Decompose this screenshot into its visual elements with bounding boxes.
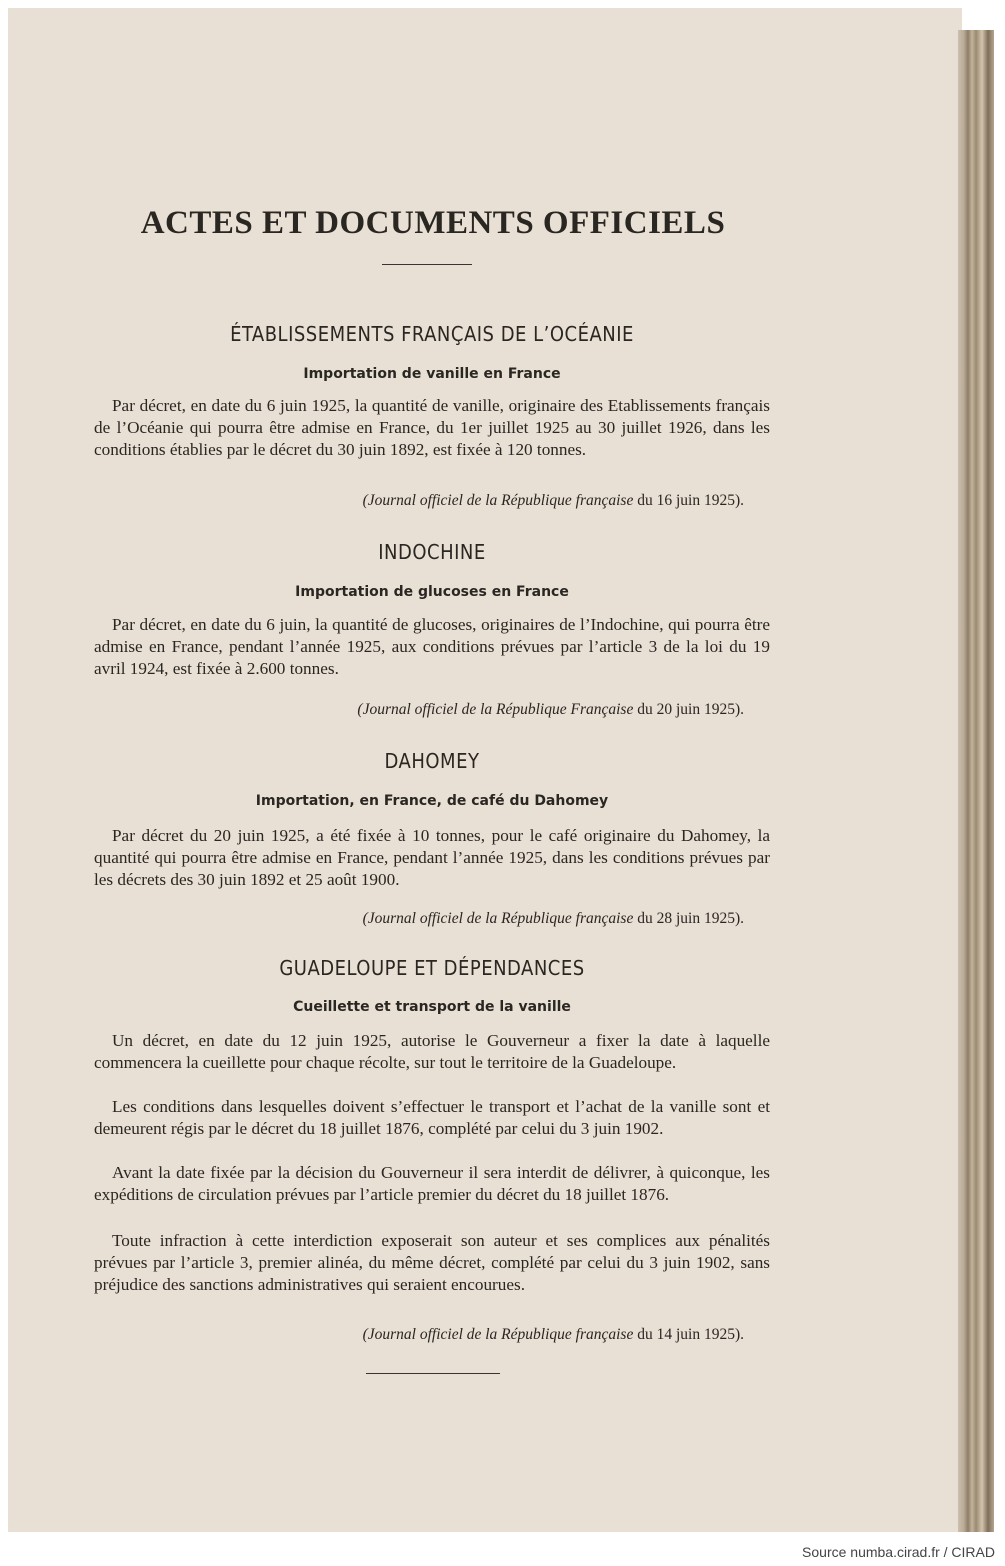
page-content — [8, 8, 962, 1532]
section-subtitle-oceanie: Importation de vanille en France — [303, 366, 561, 382]
citation-date: du 20 juin 1925). — [633, 701, 744, 718]
scanned-page — [8, 8, 962, 1532]
section-title-guadeloupe: GUADELOUPE ET DÉPENDANCES — [279, 956, 585, 980]
section-subtitle-guadeloupe: Cueillette et transport de la vanille — [293, 999, 571, 1015]
section-subtitle-indochine: Importation de glucoses en France — [295, 584, 569, 600]
citation-date: du 14 juin 1925). — [633, 1326, 744, 1343]
citation-date: du 28 juin 1925). — [633, 910, 744, 927]
paragraph-guadeloupe-2: Les conditions dans lesquelles doivent s’effectuer le transport et l’achat de la vanille sont et demeurent régis par le décret du 18 juillet 1876, complété par celui du 3 juin 1902. — [94, 1097, 770, 1138]
section-title-indochine: INDOCHINE — [378, 540, 486, 564]
paragraph-oceanie: Par décret, en date du 6 juin 1925, la quantité de vanille, originaire des Etablissements français de l’Océanie qui pourra être admise en France, du 1er juillet 1925 au 30 juillet 1926, dans les conditions établies par le décret du 30 juin 1892, est fixée à 120 tonnes. — [94, 396, 770, 459]
source-citation-dahomey — [94, 910, 744, 928]
source-credit: Source numba.cirad.fr / CIRAD — [802, 1544, 995, 1560]
paragraph-guadeloupe-1: Un décret, en date du 12 juin 1925, autorise le Gouverneur a fixer la date à laquelle commencera la cueillette pour chaque récolte, sur tout le territoire de la Guadeloupe. — [94, 1031, 770, 1072]
paragraph-guadeloupe-4: Toute infraction à cette interdiction exposerait son auteur et ses complices aux pénalités prévues par l’article 3, premier alinéa, du même décret, complété par celui du 3 juin 1902, sans préjudice des sanctions administratives qui seraient encourues. — [94, 1231, 770, 1294]
title-divider — [382, 264, 472, 265]
citation-date: du 16 juin 1925). — [633, 492, 744, 509]
source-citation-oceanie — [94, 492, 744, 510]
source-citation-guadeloupe — [94, 1326, 744, 1344]
section-title-dahomey: DAHOMEY — [384, 749, 480, 773]
section-title-oceanie: ÉTABLISSEMENTS FRANÇAIS DE L’OCÉANIE — [230, 322, 634, 346]
paragraph-indochine: Par décret, en date du 6 juin, la quantité de glucoses, originaires de l’Indochine, qui pourra être admise en France, pendant l’année 1925, aux conditions prévues par l’article 3 de la loi du 19 avril 1924, est fixée à 2.600 tonnes. — [94, 615, 770, 678]
paragraph-guadeloupe-3: Avant la date fixée par la décision du Gouverneur il sera interdit de délivrer, à quiconque, les expéditions de circulation prévues par l’article premier du décret du 18 juillet 1876. — [94, 1163, 770, 1204]
journal-title: (Journal officiel de la République Française — [357, 701, 634, 718]
source-citation-indochine — [94, 701, 744, 719]
journal-title: (Journal officiel de la République française — [362, 1326, 634, 1343]
end-divider — [366, 1373, 500, 1374]
journal-title: (Journal officiel de la République française — [362, 492, 634, 509]
main-title: ACTES ET DOCUMENTS OFFICIELS — [140, 205, 726, 241]
paragraph-dahomey: Par décret du 20 juin 1925, a été fixée à 10 tonnes, pour le café originaire du Dahomey, la quantité qui pourra être admise en France, pendant l’année 1925, dans les conditions prévues par les décrets des 30 juin 1892 et 25 août 1900. — [94, 826, 770, 889]
section-subtitle-dahomey: Importation, en France, de café du Dahomey — [255, 793, 609, 809]
book-page-edges — [958, 30, 994, 1532]
journal-title: (Journal officiel de la République française — [362, 910, 634, 927]
